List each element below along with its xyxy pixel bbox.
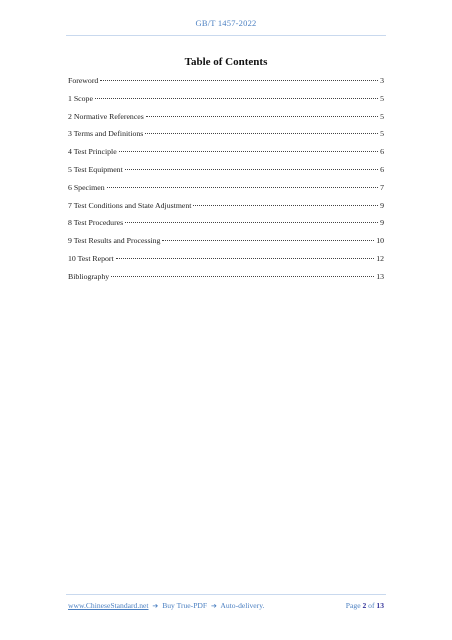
document-footer: [68, 601, 384, 610]
toc-leader-dots: [193, 205, 378, 206]
right-arrow-icon: ➔: [211, 602, 217, 610]
toc-entry[interactable]: [68, 201, 384, 219]
toc-entry[interactable]: [68, 254, 384, 272]
toc-leader-dots: [162, 240, 374, 241]
toc-list: [68, 76, 384, 290]
toc-entry-label: 8 Test Procedures: [68, 218, 124, 228]
toc-entry-page: 6: [380, 164, 384, 174]
auto-delivery-text: Auto-delivery.: [220, 601, 265, 610]
toc-entry[interactable]: [68, 112, 384, 130]
toc-leader-dots: [119, 151, 378, 152]
toc-leader-dots: [125, 169, 378, 170]
toc-leader-dots: [146, 116, 378, 117]
footer-promo: [68, 601, 264, 610]
toc-entry-label: 10 Test Report: [68, 253, 114, 263]
toc-entry[interactable]: [68, 236, 384, 254]
header-divider: [66, 35, 386, 36]
page-word: Page: [345, 601, 361, 610]
toc-leader-dots: [111, 276, 374, 277]
toc-entry[interactable]: [68, 129, 384, 147]
of-word: of: [368, 601, 375, 610]
document-header: GB/T 1457-2022: [195, 18, 257, 28]
toc-entry-page: 3: [380, 76, 384, 85]
toc-entry-page: 12: [376, 253, 384, 263]
total-pages-number: 13: [376, 601, 384, 610]
site-link[interactable]: www.ChineseStandard.net: [68, 601, 149, 610]
toc-entry[interactable]: [68, 147, 384, 165]
toc-entry-label: 6 Specimen: [68, 182, 105, 192]
toc-entry-label: 3 Terms and Definitions: [68, 129, 144, 139]
toc-entry[interactable]: [68, 272, 384, 290]
toc-leader-dots: [100, 80, 378, 81]
toc-entry-page: 6: [380, 147, 384, 157]
toc-entry[interactable]: [68, 165, 384, 183]
toc-entry[interactable]: [68, 76, 384, 94]
toc-entry[interactable]: [68, 218, 384, 236]
toc-entry-label: Bibliography: [68, 271, 110, 281]
toc-entry-label: Foreword: [68, 76, 99, 85]
toc-entry-label: 1 Scope: [68, 93, 93, 103]
toc-entry-page: 13: [376, 271, 384, 281]
toc-entry-page: 5: [380, 111, 384, 121]
toc-entry-page: 5: [380, 93, 384, 103]
toc-entry-page: 10: [376, 236, 384, 246]
toc-title: Table of Contents: [184, 56, 268, 68]
toc-entry-label: 5 Test Equipment: [68, 164, 123, 174]
toc-entry-label: 4 Test Principle: [68, 147, 117, 157]
toc-leader-dots: [95, 98, 378, 99]
toc-entry[interactable]: [68, 183, 384, 201]
page-indicator: [346, 601, 384, 610]
buy-true-pdf-text: Buy True-PDF: [162, 601, 208, 610]
toc-entry-label: 2 Normative References: [68, 111, 144, 121]
footer-divider: [66, 594, 386, 595]
toc-entry-label: 9 Test Results and Processing: [68, 236, 161, 246]
toc-leader-dots: [116, 258, 375, 259]
toc-leader-dots: [145, 133, 378, 134]
toc-entry-page: 9: [380, 218, 384, 228]
right-arrow-icon: ➔: [152, 602, 159, 610]
toc-leader-dots: [107, 187, 379, 188]
toc-entry-label: 7 Test Conditions and State Adjustment: [68, 200, 192, 210]
current-page-number: 2: [362, 601, 367, 610]
toc-leader-dots: [125, 222, 378, 223]
toc-entry-page: 9: [380, 200, 384, 210]
toc-entry-page: 5: [380, 129, 384, 139]
toc-entry-page: 7: [380, 182, 384, 192]
toc-entry[interactable]: [68, 94, 384, 112]
